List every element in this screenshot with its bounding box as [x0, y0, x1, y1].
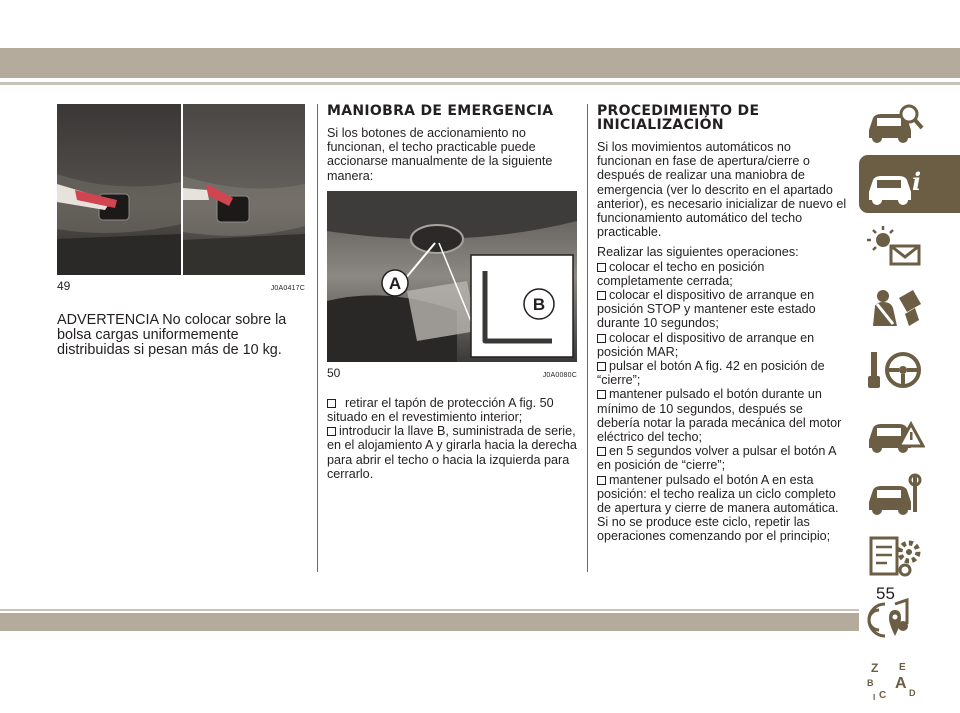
tab-index[interactable] — [859, 651, 960, 709]
checkbox-bullet-icon — [327, 427, 336, 436]
checkbox-bullet-icon — [597, 447, 606, 456]
chapter-tabs — [859, 93, 960, 713]
checkbox-bullet-icon — [597, 390, 606, 399]
section-heading: PROCEDIMIENTO DE INICIALIZACIÓN — [597, 103, 760, 133]
tab-safety[interactable] — [859, 279, 960, 337]
multimedia-icon — [865, 596, 925, 640]
header-band — [0, 48, 960, 78]
technical-data-icon — [865, 534, 925, 578]
svg-text:D: D — [909, 688, 916, 698]
warning-light-message-icon — [865, 224, 925, 268]
alphabetical-index-icon — [865, 658, 925, 702]
label-a: A — [388, 273, 402, 293]
tab-servicing[interactable] — [859, 465, 960, 523]
svg-text:i: i — [912, 167, 922, 196]
column-divider-2 — [587, 104, 588, 572]
column-3 — [597, 104, 847, 544]
list-item: retirar el tapón de protección A fig. 50 situado en el revestimiento interior; — [327, 395, 554, 425]
figure-50-photo — [327, 191, 577, 362]
list-item: pulsar el botón A fig. 42 en posición de “cierre”; — [597, 359, 825, 388]
checkbox-bullet-icon — [597, 334, 606, 343]
car-maintenance-icon — [865, 472, 925, 516]
figure-number: 49 — [57, 279, 71, 293]
footer-band — [0, 613, 960, 631]
label-b: B — [532, 294, 546, 314]
section-heading: MANIOBRA DE EMERGENCIA — [327, 103, 554, 119]
tab-technical-data[interactable] — [859, 527, 960, 585]
svg-text:B: B — [867, 678, 874, 688]
column-2 — [327, 104, 577, 481]
column-divider-1 — [317, 104, 318, 572]
footer-band-line — [0, 609, 960, 611]
intro-paragraph: Si los botones de accionamiento no funcionan, el techo practicable puede accionarse manualmente de la siguiente manera: — [327, 126, 553, 183]
figure-code: J0A0417C — [270, 285, 305, 292]
header-band-line — [0, 82, 960, 85]
figure-number: 50 — [327, 365, 341, 380]
car-info-icon — [865, 162, 925, 206]
figure-code: J0A0080C — [542, 371, 577, 379]
tab-multimedia[interactable] — [859, 589, 960, 647]
tab-emergency[interactable] — [859, 403, 960, 461]
figure-49-photo — [57, 104, 305, 275]
list-item: mantener pulsado el botón A en esta posición: el techo realiza un ciclo completo de apertura y cierre de manera automática. Si no se produce este ciclo, repetir las operaciones comenzando por el principio; — [597, 472, 839, 544]
checkbox-bullet-icon — [597, 291, 606, 300]
page-number: 55 — [876, 584, 895, 603]
checkbox-bullet-icon — [597, 362, 606, 371]
tab-starting-driving[interactable] — [859, 341, 960, 399]
lead-text: Realizar las siguientes operaciones: — [597, 245, 799, 260]
list-item: introducir la llave B, suministrada de serie, en el alojamiento A y girarla hacia la derecha para abrir el techo o hacia la izquierda para cerrarlo. — [327, 424, 577, 481]
tab-getting-to-know-car[interactable] — [859, 93, 960, 151]
figure-49 — [57, 104, 305, 275]
intro-paragraph: Si los movimientos automáticos no funcionan en fase de apertura/cierre o después de realizar una maniobra de emergencia (ver lo descrito en el apartado anterior), es necesario inicializar de nuevo el funcionamiento automático del techo practicable. — [597, 140, 847, 240]
key-steering-wheel-icon — [865, 348, 925, 392]
checkbox-bullet-icon — [327, 399, 336, 408]
svg-text:A: A — [895, 675, 907, 692]
svg-text:E: E — [899, 662, 906, 673]
svg-text:Z: Z — [871, 661, 879, 675]
list-item: mantener pulsado el botón durante un mínimo de 10 segundos, después se debería notar la parada mecánica del motor eléctrico del techo; — [597, 387, 842, 445]
tab-knowing-instruments[interactable] — [859, 155, 960, 213]
car-search-icon — [865, 100, 925, 144]
step-list — [597, 260, 847, 544]
svg-text:I: I — [873, 693, 876, 702]
step-list — [327, 396, 577, 481]
figure-49-caption — [57, 279, 305, 293]
checkbox-bullet-icon — [597, 476, 606, 485]
svg-text:C: C — [879, 690, 887, 701]
airbag-seatbelt-icon — [865, 286, 925, 330]
tab-warning-lights[interactable] — [859, 217, 960, 275]
list-item: en 5 segundos volver a pulsar el botón A en posición de “cierre”; — [597, 444, 836, 473]
list-item: colocar el dispositivo de arranque en posición STOP y mantener este estado durante 10 segundos; — [597, 288, 816, 331]
list-item: colocar el techo en posición completamente cerrada; — [597, 259, 765, 288]
figure-50 — [327, 191, 577, 362]
column-1 — [57, 104, 305, 358]
figure-50-caption — [327, 366, 577, 380]
car-breakdown-icon — [865, 410, 925, 454]
warning-text: ADVERTENCIA No colocar sobre la bolsa cargas uniformemente distribuidas si pesan más de 10 kg. — [57, 312, 287, 358]
list-item: colocar el dispositivo de arranque en posición MAR; — [597, 330, 815, 359]
checkbox-bullet-icon — [597, 263, 606, 272]
